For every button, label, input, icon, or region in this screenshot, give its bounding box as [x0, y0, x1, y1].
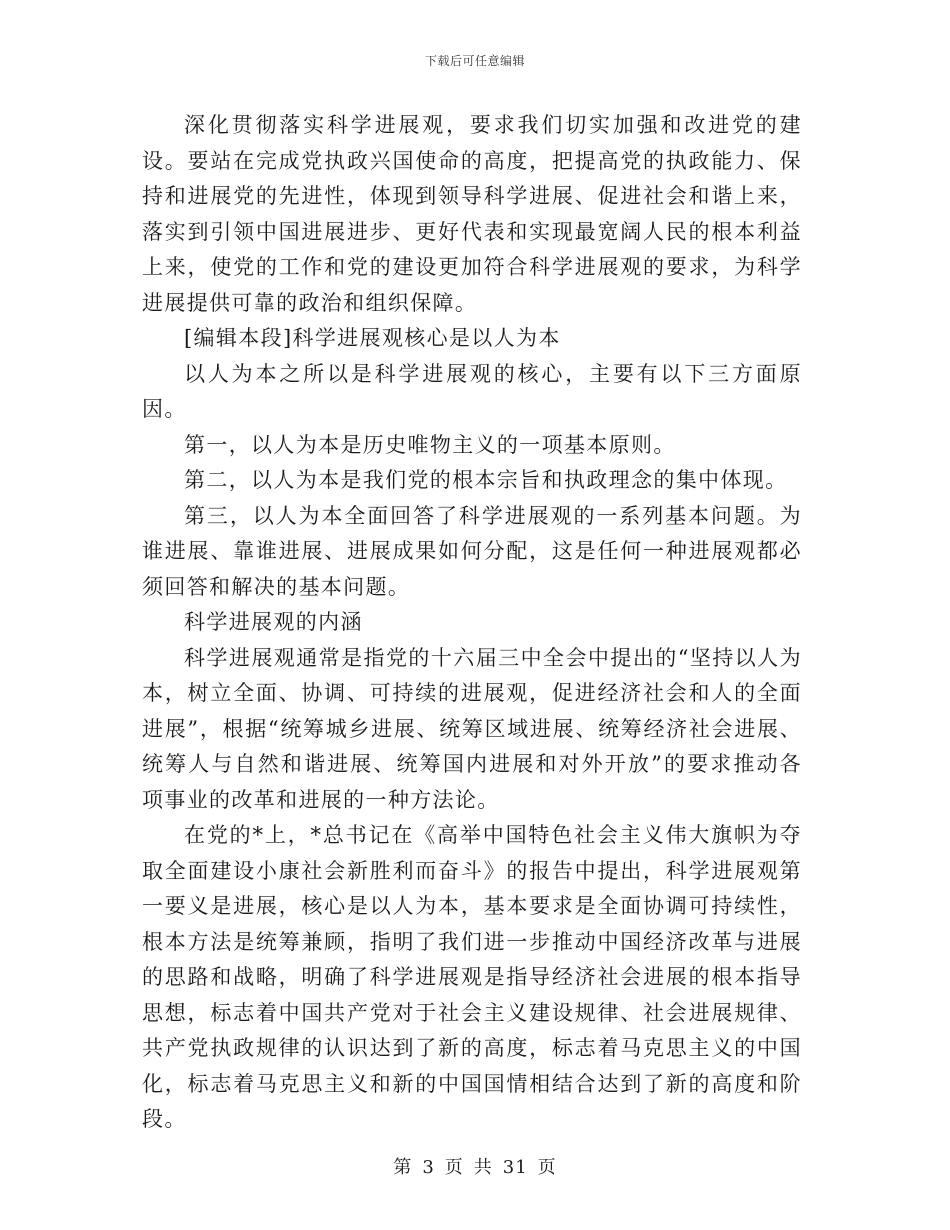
paragraph-report: 在党的*上，*总书记在《高举中国特色社会主义伟大旗帜为夺取全面建设小康社会新胜利而奋斗》的报告中提出，科学进展观第一要义是进展，核心是以人为本，基本要求是全面协调可持续性，根本方法是统筹兼顾，指明了我们进一步推动中国经济改革与进展的思路和战略，明确了科学进展观是指导经济社会进展的根本指导思想，标志着中国共产党对于社会主义建设规律、社会进展规律、共产党执政规律的认识达到了新的高度，标志着马克思主义的中国化，标志着马克思主义和新的中国国情相结合达到了新的高度和阶段。: [142, 823, 802, 1131]
page-footer: [0, 1153, 950, 1179]
paragraph-first-reason: 第一，以人为本是历史唯物主义的一项基本原则。: [184, 432, 676, 457]
total-pages: 31: [502, 1157, 528, 1178]
footer-page-word: 页: [444, 1157, 464, 1178]
footer-suffix: 页: [537, 1157, 557, 1178]
paragraph-party-building: 深化贯彻落实科学进展观，要求我们切实加强和改进党的建设。要站在完成党执政兴国使命的高度，把提高党的执政能力、保持和进展党的先进性，体现到领导科学进展、促进社会和谐上来，落实到引领中国进展进步、更好代表和实现最宽阔人民的根本利益上来，使党的工作和党的建设更加符合科学进展观的要求，为科学进展提供可靠的政治和组织保障。: [142, 113, 802, 315]
paragraph-definition: 科学进展观通常是指党的十六届三中全会中提出的“坚持以人为本，树立全面、协调、可持续的进展观，促进经济社会和人的全面进展”，根据“统筹城乡进展、统筹区域进展、统筹经济社会进展、统筹人与自然和谐进展、统筹国内进展和对外开放”的要求推动各项事业的改革和进展的一种方法论。: [142, 645, 802, 812]
section-heading-connotation: 科学进展观的内涵: [184, 610, 363, 634]
paragraph-third-reason: 第三，以人为本全面回答了科学进展观的一系列基本问题。为谁进展、靠谁进展、进展成果如何分配，这是任何一种进展观都必须回答和解决的基本问题。: [142, 503, 802, 599]
document-body: [142, 108, 802, 1138]
header-note: 下载后可任意编辑: [424, 54, 525, 68]
footer-prefix: 第: [393, 1157, 413, 1178]
page-number: 3: [422, 1157, 435, 1178]
section-heading-core: [编辑本段]科学进展观核心是以人为本: [184, 326, 561, 350]
paragraph-three-reasons: 以人为本之所以是科学进展观的核心，主要有以下三方面原因。: [142, 361, 802, 421]
footer-total-word: 共: [473, 1157, 493, 1178]
paragraph-second-reason: 第二，以人为本是我们党的根本宗旨和执政理念的集中体现。: [184, 468, 788, 492]
